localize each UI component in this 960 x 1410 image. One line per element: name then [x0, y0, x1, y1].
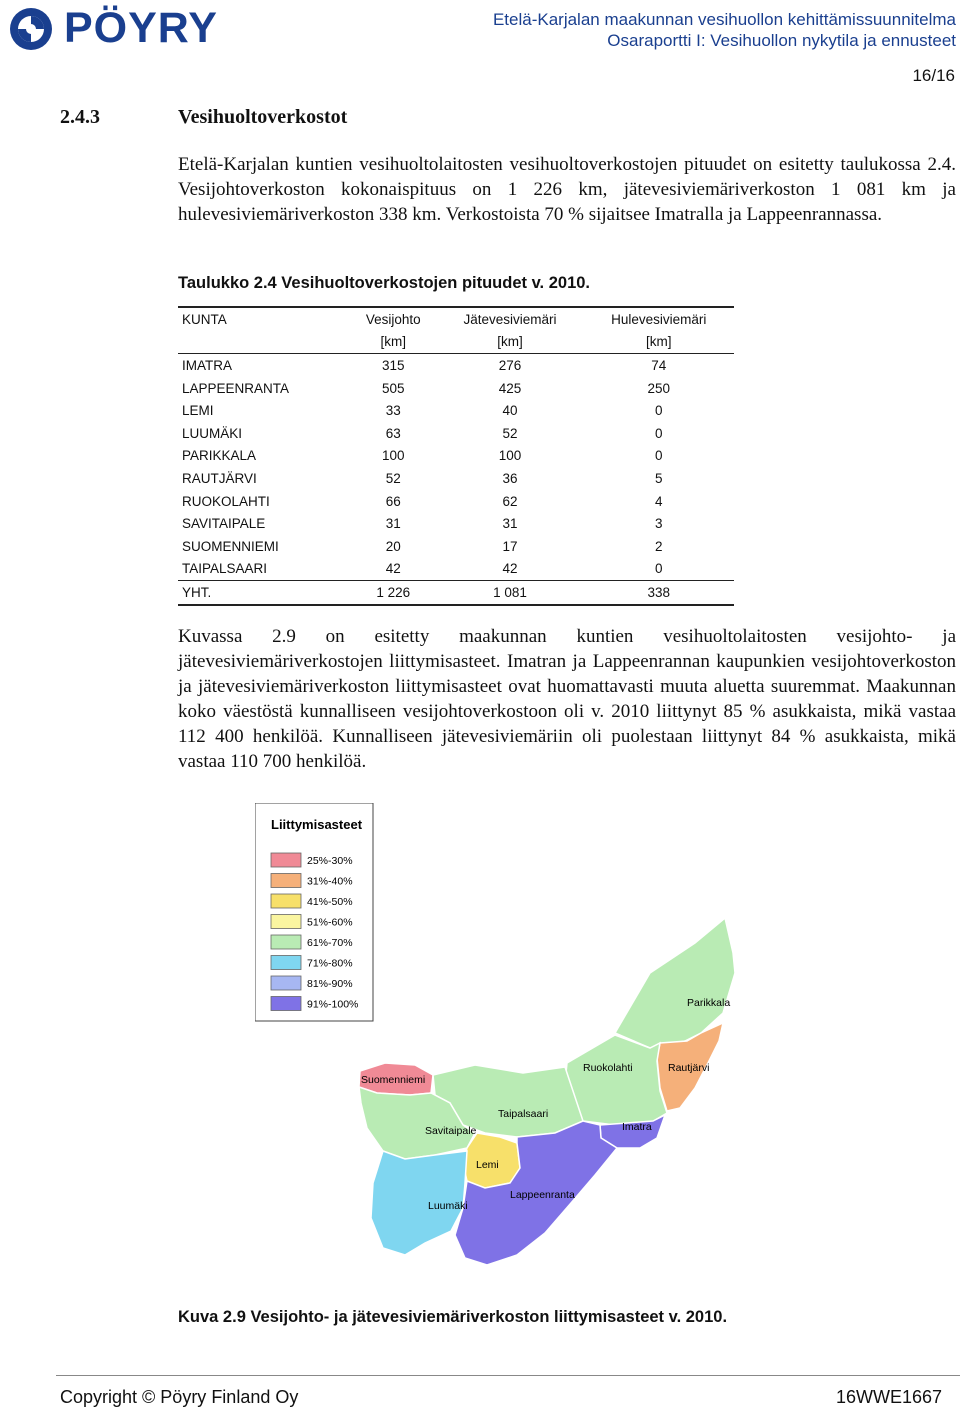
- length-cell: 52: [385, 470, 401, 486]
- total-hulevesiviemari: 338: [583, 581, 734, 605]
- label-parikkala: Parikkala: [687, 997, 731, 1009]
- length-cell: 276: [498, 357, 522, 373]
- footer-copyright: Copyright © Pöyry Finland Oy: [60, 1387, 299, 1407]
- table-row: [178, 377, 734, 400]
- total-vesijohto: 1 226: [350, 581, 437, 605]
- length-cell: 31: [502, 516, 518, 532]
- municipality-cell: SUOMENNIEMI: [182, 538, 279, 554]
- unit-cell: [km]: [350, 331, 437, 354]
- legend-label: 61%-70%: [307, 937, 353, 949]
- length-cell: 66: [385, 493, 401, 509]
- length-cell: 425: [498, 380, 522, 396]
- legend-label: 41%-50%: [307, 896, 353, 908]
- label-suomenniemi: Suomenniemi: [361, 1074, 426, 1086]
- legend-label: 31%-40%: [307, 875, 353, 888]
- network-lengths-table: [178, 306, 734, 606]
- label-savitaipale: Savitaipale: [425, 1125, 477, 1137]
- length-cell: 36: [502, 470, 518, 486]
- length-cell: 0: [654, 448, 663, 464]
- unit-cell: [km]: [437, 331, 584, 354]
- municipality-cell: LUUMÄKI: [182, 425, 243, 441]
- length-cell: 17: [502, 538, 518, 554]
- section-number: 2.4.3: [60, 106, 100, 128]
- municipality-cell: RAUTJÄRVI: [182, 470, 257, 486]
- municipality-cell: SAVITAIPALE: [182, 516, 266, 532]
- length-cell: 40: [502, 403, 518, 419]
- legend-label: 81%-90%: [307, 978, 353, 990]
- unit-cell: [178, 331, 350, 354]
- length-cell: 2: [654, 538, 663, 554]
- unit-cell: [km]: [583, 331, 734, 354]
- label-lappeenranta: Lappeenranta: [510, 1189, 575, 1201]
- page-number: 16/16: [912, 66, 955, 85]
- length-cell: 0: [654, 403, 663, 419]
- length-cell: 5: [654, 470, 663, 486]
- legend-label: 51%-60%: [307, 916, 353, 929]
- legend-title: Liittymisasteet: [271, 817, 363, 832]
- length-cell: 63: [385, 425, 401, 441]
- table-row: [178, 445, 734, 468]
- logo-wordmark: PÖYRY: [64, 4, 218, 52]
- table-units-row: [178, 331, 734, 354]
- legend-swatch: [271, 956, 301, 970]
- legend-swatch: [271, 976, 301, 990]
- table-row: [178, 558, 734, 581]
- col-header-hulevesiviemari: Hulevesiviemäri: [583, 307, 734, 331]
- table-header-row: [178, 307, 734, 331]
- length-cell: 0: [654, 425, 663, 441]
- legend-label: 25%-30%: [307, 855, 353, 867]
- length-cell: 20: [385, 538, 401, 554]
- table-row: [178, 490, 734, 513]
- map-legend: [255, 803, 373, 1021]
- table-row: [178, 467, 734, 490]
- table-row: [178, 354, 734, 377]
- label-rautjarvi: Rautjärvi: [668, 1062, 710, 1074]
- col-header-kunta: KUNTA: [178, 307, 350, 331]
- intro-paragraph: Etelä-Karjalan kuntien vesihuoltolaitosten vesihuoltoverkostojen pituudet on esitetty taulukossa 2.4. Vesijohtoverkoston kokonaispituus on 1 226 km, jätevesiviemäriverkoston 1 081 km ja hulevesiviemäriverkoston 338 km. Verkostoista 70 % sijaitsee Imatralla ja Lappeenrannassa.: [178, 154, 956, 225]
- document-title: Etelä-Karjalan maakunnan vesihuollon kehittämissuunnitelma: [492, 10, 956, 29]
- col-header-jatevesiviemari: Jätevesiviemäri: [437, 307, 584, 331]
- municipality-cell: TAIPALSAARI: [182, 561, 268, 577]
- municipality-cell: RUOKOLAHTI: [182, 493, 270, 509]
- table-row: [178, 422, 734, 445]
- municipality-cell: LAPPEENRANTA: [182, 380, 290, 396]
- municipality-cell: PARIKKALA: [182, 448, 257, 464]
- municipality-areas: [359, 918, 735, 1265]
- total-label: YHT.: [178, 581, 350, 605]
- municipality-cell: LEMI: [182, 403, 214, 419]
- length-cell: 315: [382, 357, 405, 373]
- legend-swatch: [271, 874, 301, 888]
- figure-caption: Kuva 2.9 Vesijohto- ja jätevesiviemäriverkoston liittymisasteet v. 2010.: [178, 1308, 728, 1326]
- length-cell: 31: [385, 516, 401, 532]
- table-row: [178, 535, 734, 558]
- footer-divider: [56, 1375, 960, 1376]
- table-total-row: [178, 581, 734, 605]
- map-description-paragraph: Kuvassa 2.9 on esitetty maakunnan kuntien vesihuoltolaitosten vesijohto- ja jätevesiviemäriverkostojen liittymisasteet. Imatran ja Lappeenrannan kaupunkien vesijohtoverkoston ja jätevesiviemäriverkoston liittymisasteet ovat huomattavasti muuta aluetta suuremmat. Maakunnan koko väestöstä kunnalliseen vesijohtoverkostoon oli v. 2010 liittynyt 85 % asukkaista, mikä vastaa 112 400 henkilöä. Kunnalliseen jätevesiviemäriin oli puolestaan liittynyt 84 % asukkaista, mikä vastaa 110 700 henkilöä.: [178, 626, 956, 772]
- legend-swatch: [271, 915, 301, 929]
- length-cell: 100: [382, 448, 405, 464]
- table-caption: Taulukko 2.4 Vesihuoltoverkostojen pituudet v. 2010.: [178, 274, 591, 292]
- table-body: [178, 354, 734, 581]
- document-subtitle: Osaraportti I: Vesihuollon nykytila ja ennusteet: [607, 31, 956, 50]
- table-row: [178, 399, 734, 422]
- length-cell: 505: [382, 380, 405, 396]
- length-cell: 42: [385, 561, 401, 577]
- length-cell: 42: [502, 561, 518, 577]
- legend-label: 71%-80%: [307, 957, 353, 970]
- length-cell: 100: [498, 448, 522, 464]
- table-row: [178, 512, 734, 535]
- legend-swatch: [271, 935, 301, 949]
- legend-label: 91%-100%: [307, 998, 359, 1011]
- length-cell: 3: [654, 516, 663, 532]
- footer-document-code: 16WWE1667: [835, 1387, 942, 1407]
- length-cell: 250: [647, 380, 670, 396]
- poyry-swirl-icon: [5, 6, 57, 52]
- label-lemi: Lemi: [476, 1159, 499, 1171]
- length-cell: 33: [385, 403, 401, 419]
- connection-rate-map: [255, 803, 775, 1303]
- length-cell: 62: [502, 493, 518, 509]
- label-luumaki: Luumäki: [428, 1200, 468, 1212]
- length-cell: 0: [654, 561, 663, 577]
- col-header-vesijohto: Vesijohto: [350, 307, 437, 331]
- legend-swatch: [271, 853, 301, 867]
- label-imatra: Imatra: [622, 1121, 652, 1133]
- municipality-cell: IMATRA: [182, 357, 232, 373]
- label-taipalsaari: Taipalsaari: [498, 1108, 549, 1120]
- legend-swatch: [271, 894, 301, 908]
- length-cell: 52: [502, 425, 518, 441]
- total-jatevesiviemari: 1 081: [437, 581, 584, 605]
- legend-swatch: [271, 997, 301, 1011]
- length-cell: 4: [654, 493, 663, 509]
- label-ruokolahti: Ruokolahti: [583, 1062, 633, 1074]
- document-header: [493, 9, 956, 51]
- section-title: Vesihuoltoverkostot: [178, 106, 348, 128]
- length-cell: 74: [651, 357, 667, 373]
